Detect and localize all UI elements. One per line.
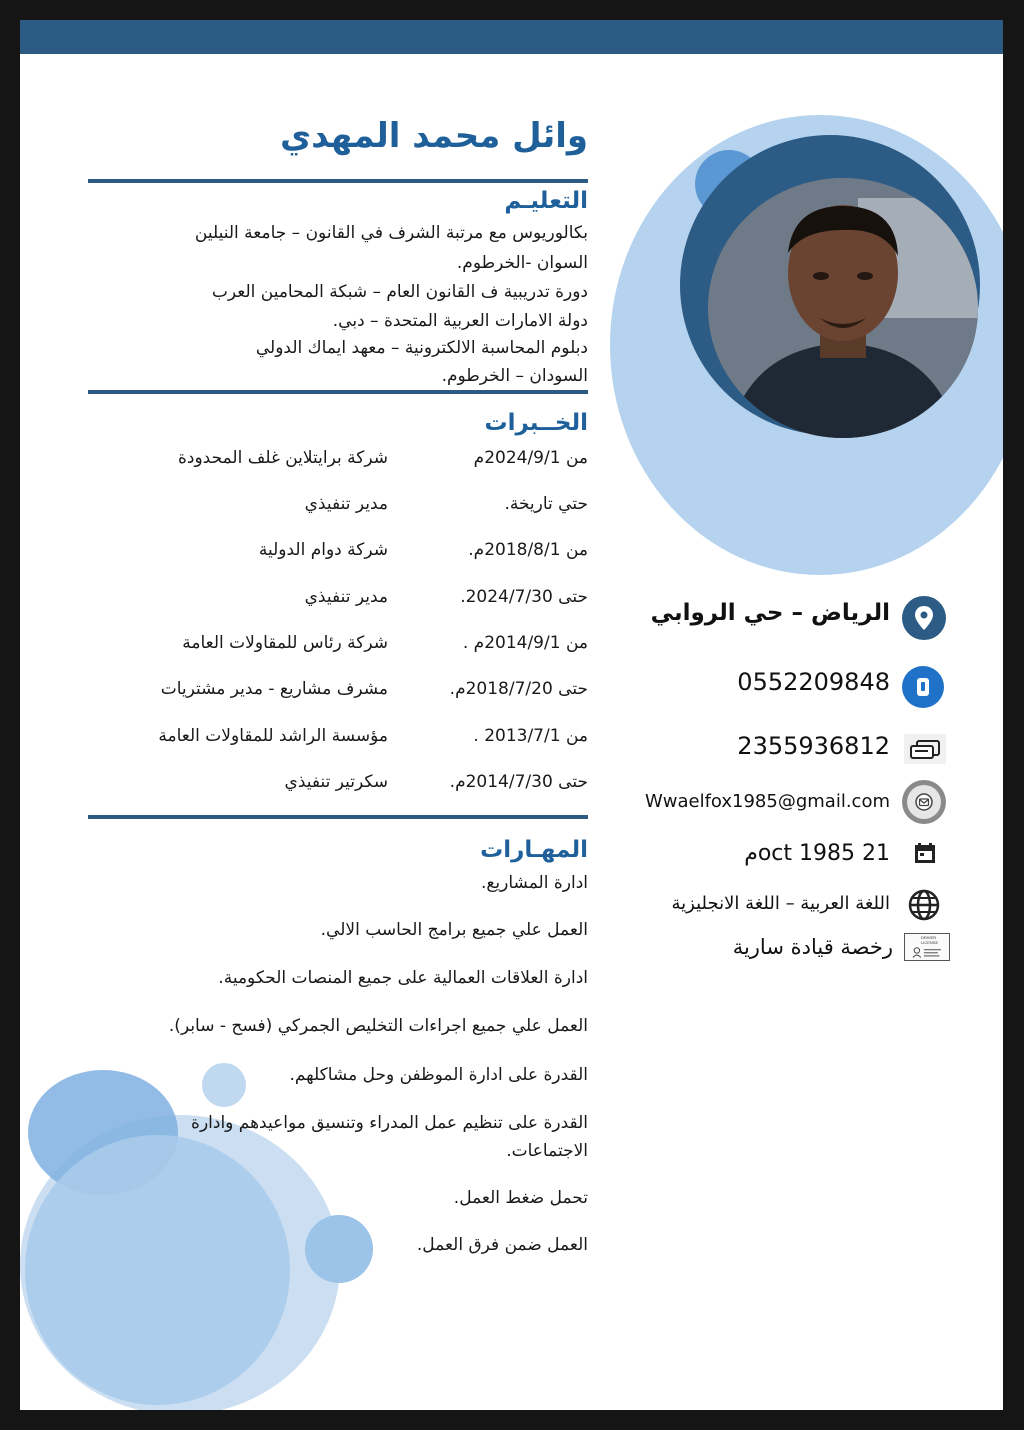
driver-license-icon bbox=[904, 933, 950, 961]
calendar-icon bbox=[912, 840, 938, 866]
profile-photo bbox=[708, 178, 978, 438]
education-line: دولة الامارات العربية المتحدة – دبي. bbox=[332, 311, 588, 331]
education-line: السوان -الخرطوم. bbox=[456, 253, 588, 273]
experience-date: من 2014/9/1م . bbox=[462, 633, 588, 653]
contact-languages: اللغة العربية – اللغة الانجليزية bbox=[671, 893, 890, 914]
experience-date: حتى 2014/7/30م. bbox=[449, 772, 588, 792]
license-card-label: DRIVER LICENSE bbox=[921, 935, 939, 945]
divider-experience bbox=[88, 815, 588, 819]
contact-location: الرياض – حي الروابي bbox=[650, 600, 890, 626]
experience-desc: شركة دوام الدولية bbox=[258, 540, 388, 560]
experience-date: من 2024/9/1م bbox=[473, 448, 588, 468]
experience-desc: مؤسسة الراشد للمقاولات العامة bbox=[158, 726, 388, 746]
skill-item: تحمل ضغط العمل. bbox=[453, 1188, 588, 1208]
skill-item: ادارة العلاقات العمالية على جميع المنصات الحكومية. bbox=[218, 968, 588, 988]
email-icon bbox=[902, 780, 946, 824]
deco-circle-bottom-side bbox=[305, 1215, 373, 1283]
skills-title: المهـارات bbox=[480, 837, 588, 863]
experience-desc: مشرف مشاريع - مدير مشتريات bbox=[160, 679, 388, 699]
skill-item: العمل ضمن فرق العمل. bbox=[416, 1235, 588, 1255]
phone-icon bbox=[902, 666, 944, 708]
contact-phone: 0552209848 bbox=[737, 668, 890, 696]
experience-date: حتى 2024/7/30. bbox=[460, 587, 588, 607]
education-line: دورة تدريبية ف القانون العام – شبكة المحامين العرب bbox=[211, 282, 588, 302]
experience-desc: شركة برايتلاين غلف المحدودة bbox=[178, 448, 388, 468]
education-line: السودان – الخرطوم. bbox=[441, 366, 588, 386]
experience-desc: مدير تنفيذي bbox=[304, 494, 388, 514]
experience-desc: شركة رئاس للمقاولات العامة bbox=[182, 633, 388, 653]
cv-page bbox=[20, 20, 1003, 1410]
divider-education bbox=[88, 390, 588, 394]
experience-title: الخــبرات bbox=[484, 410, 588, 436]
contact-email: Wwaelfox1985@gmail.com bbox=[644, 791, 890, 812]
skill-item: العمل علي جميع برامج الحاسب الالي. bbox=[320, 920, 588, 940]
experience-date: من 2013/7/1 . bbox=[473, 726, 588, 746]
experience-date: حتي تاريخة. bbox=[504, 494, 588, 514]
experience-desc: مدير تنفيذي bbox=[304, 587, 388, 607]
deco-circle-bottom-dot bbox=[202, 1063, 246, 1107]
divider-top bbox=[88, 179, 588, 183]
person-silhouette-icon bbox=[708, 178, 978, 438]
deco-circle-bottom-inner bbox=[25, 1135, 290, 1405]
education-line: بكالوريوس مع مرتبة الشرف في القانون – جامعة النيلين bbox=[194, 223, 588, 243]
skill-item: ادارة المشاريع. bbox=[480, 873, 588, 893]
globe-icon bbox=[907, 888, 941, 922]
id-card-icon bbox=[904, 734, 946, 764]
contact-id-number: 2355936812 bbox=[737, 732, 890, 760]
experience-date: حتى 2018/7/20م. bbox=[449, 679, 588, 699]
experience-date: من 2018/8/1م. bbox=[468, 540, 588, 560]
contact-birthdate: 21 oct 1985م bbox=[744, 841, 890, 866]
experience-desc: سكرتير تنفيذي bbox=[284, 772, 388, 792]
person-name: وائل محمد المهدي bbox=[279, 116, 588, 156]
education-title: التعليـم bbox=[504, 188, 588, 214]
skill-item: العمل علي جميع اجراءات التخليص الجمركي (فسح - سابر). bbox=[168, 1016, 588, 1036]
skill-item: الاجتماعات. bbox=[506, 1141, 588, 1161]
skill-item: القدرة على ادارة الموظفن وحل مشاكلهم. bbox=[289, 1065, 588, 1085]
location-pin-icon bbox=[902, 596, 946, 640]
education-line: دبلوم المحاسبة الالكترونية – معهد ايماك الدولي bbox=[255, 338, 588, 358]
skill-item: القدرة على تنظيم عمل المدراء وتنسيق مواعيدهم وادارة bbox=[191, 1113, 588, 1133]
top-banner bbox=[20, 20, 1003, 54]
contact-license: رخصة قيادة سارية bbox=[732, 935, 893, 959]
